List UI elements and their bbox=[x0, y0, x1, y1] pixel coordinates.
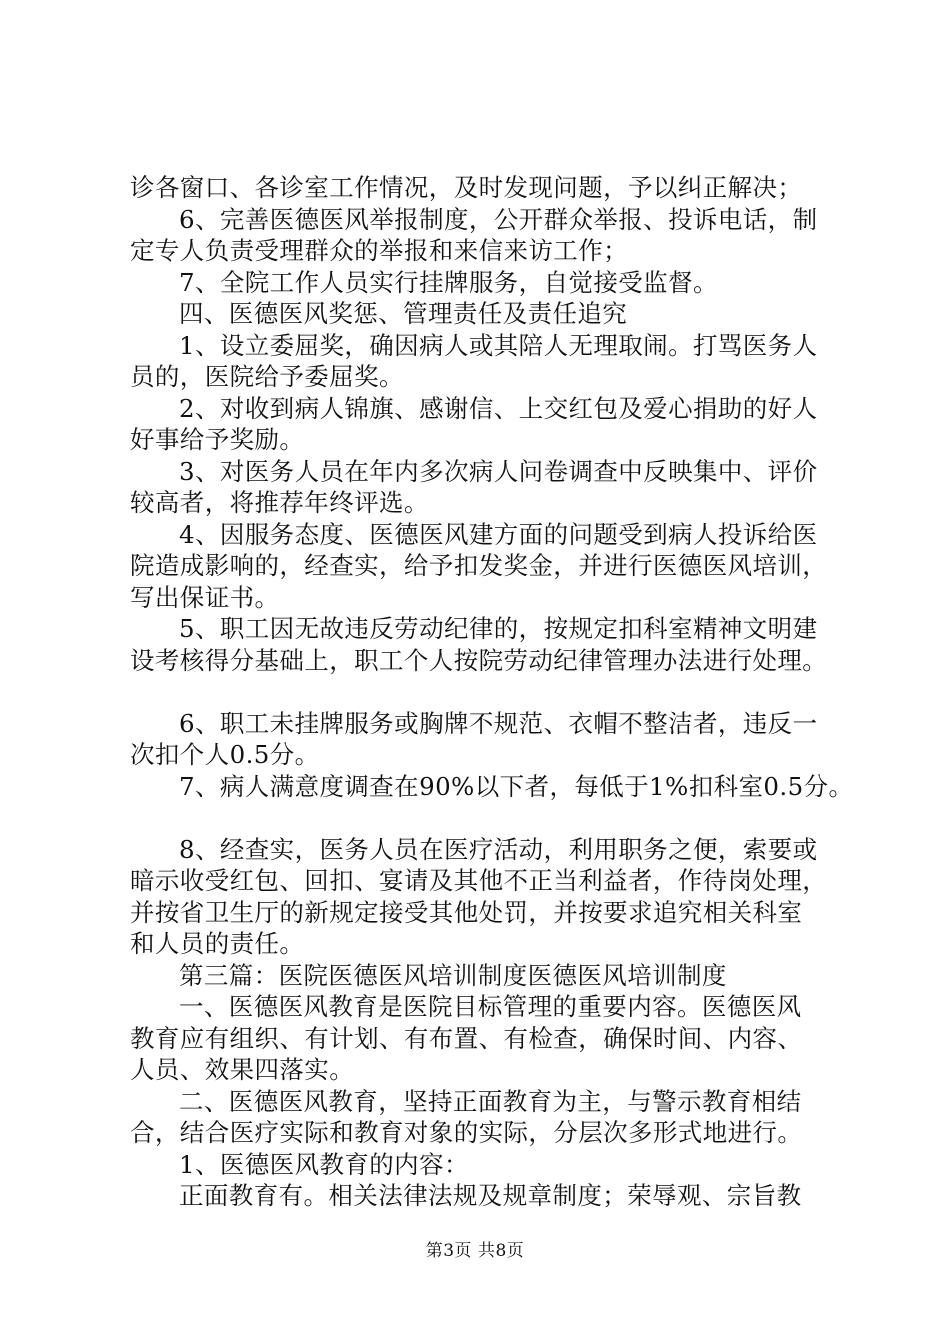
text-line: 2、对收到病人锦旗、感谢信、上交红包及爱心捐助的好人 bbox=[179, 393, 818, 423]
paragraph-gap bbox=[130, 802, 850, 834]
text-line: 5、职工因无故违反劳动纪律的，按规定扣科室精神文明建 bbox=[179, 614, 818, 643]
page-footer: 第3页 共8页 bbox=[425, 1241, 525, 1261]
section-heading: 第三篇：医院医德医风培训制度医德医风培训制度 bbox=[179, 960, 727, 990]
text-line: 人员、效果四落实。 bbox=[130, 1055, 355, 1084]
text-line: 院造成影响的，经查实，给予扣发奖金，并进行医德医风培训， bbox=[130, 551, 828, 580]
text-line: 暗示收受红包、回扣、宴请及其他不正当利益者，作待岗处理， bbox=[130, 866, 828, 895]
text-line: 并按省卫生厅的新规定接受其他处罚，并按要求追究相关科室 bbox=[130, 897, 803, 927]
text-line: 4、因服务态度、医德医风建方面的问题受到病人投诉给医 bbox=[179, 519, 818, 549]
text-line: 一、医德医风教育是医院目标管理的重要内容。医德医风 bbox=[179, 992, 802, 1021]
text-line: 6、完善医德医风举报制度，公开群众举报、投诉电话，制 bbox=[179, 204, 818, 234]
text-line: 好事给予奖励。 bbox=[130, 425, 305, 454]
text-line: 正面教育有。相关法律法规及规章制度；荣辱观、宗旨教 bbox=[179, 1181, 802, 1210]
text-line: 教育应有组织、有计划、有布置、有检查，确保时间、内容、 bbox=[130, 1023, 803, 1053]
text-line: 1、医德医风教育的内容： bbox=[179, 1149, 469, 1179]
paragraph-gap bbox=[130, 676, 850, 708]
text-line: 设考核得分基础上，职工个人按院劳动纪律管理办法进行处理。 bbox=[130, 645, 828, 675]
text-line: 次扣个人0.5分。 bbox=[130, 740, 320, 769]
text-line: 诊各窗口、各诊室工作情况，及时发现问题，予以纠正解决； bbox=[130, 173, 803, 202]
text-line: 8、经查实，医务人员在医疗活动，利用职务之便，索要或 bbox=[179, 834, 818, 864]
text-line: 7、病人满意度调查在90%以下者，每低于1%扣科室0.5分。 bbox=[179, 771, 854, 801]
text-line: 6、职工未挂牌服务或胸牌不规范、衣帽不整洁者，违反一 bbox=[179, 708, 818, 738]
text-line: 和人员的责任。 bbox=[130, 929, 305, 958]
text-line: 合，结合医疗实际和教育对象的实际，分层次多形式地进行。 bbox=[130, 1118, 803, 1147]
text-line: 二、医德医风教育，坚持正面教育为主，与警示教育相结 bbox=[179, 1086, 802, 1116]
text-line: 写出保证书。 bbox=[130, 582, 280, 612]
text-line: 员的，医院给予委屈奖。 bbox=[130, 362, 404, 391]
text-line: 7、全院工作人员实行挂牌服务，自觉接受监督。 bbox=[179, 267, 718, 297]
section-heading: 四、医德医风奖惩、管理责任及责任追究 bbox=[179, 299, 628, 328]
text-line: 较高者，将推荐年终评选。 bbox=[130, 488, 429, 517]
text-line: 3、对医务人员在年内多次病人问卷调查中反映集中、评价 bbox=[179, 456, 818, 486]
text-line: 定专人负责受理群众的举报和来信来访工作； bbox=[130, 236, 628, 265]
document-body bbox=[130, 172, 854, 1212]
text-line: 1、设立委屈奖，确因病人或其陪人无理取闹。打骂医务人 bbox=[179, 330, 818, 360]
